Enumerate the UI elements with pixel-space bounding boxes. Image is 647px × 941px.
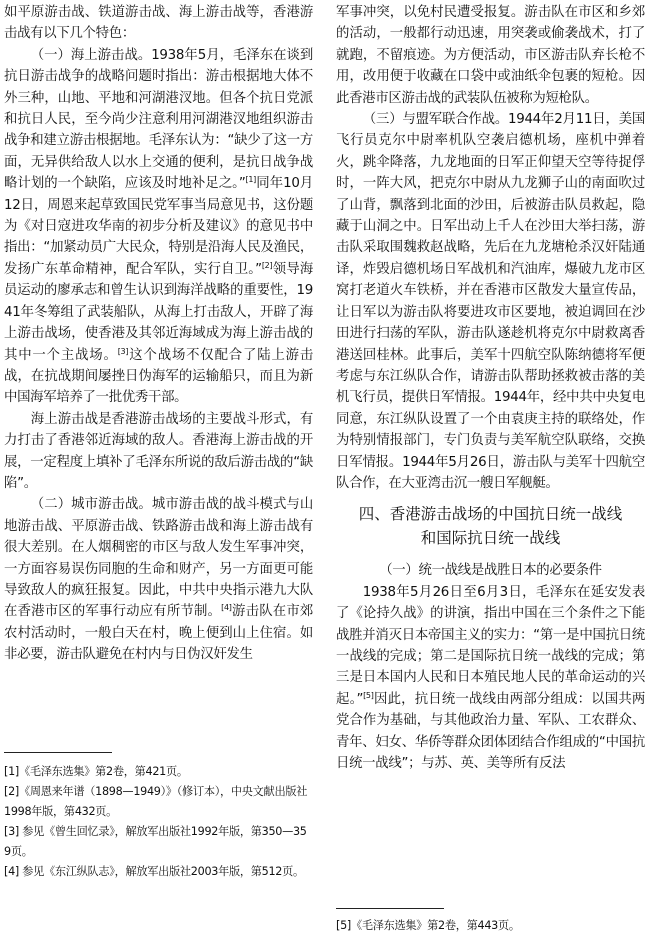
footnote: [1]《毛泽东选集》第2卷，第421页。 bbox=[4, 765, 188, 778]
paragraph-sea-guerrilla bbox=[4, 45, 313, 409]
right-footnotes bbox=[336, 916, 645, 936]
paragraph-text: 领导海员运动的廖承志和曾生认识到海洋战略的重要性，1941年冬筹组了武装船队，从海上打击敌人，开辟了海上游击战场，使香港及其邻近海域成为海上游击战的其中一个主战场。 bbox=[4, 261, 313, 363]
paragraph-text: 城市游击战的战斗模式与山地游击战、平原游击战、铁路游击战和海上游击战有很大差别。在人烟稠密的市区与敌人发生军事冲突，一方面容易误伤同胞的生命和财产，另一方面更可能导致敌人的疯狂报复。因此，中共中央指示港九大队在香港市区的军事行动应有所节制。 bbox=[4, 497, 313, 620]
footnote-ref[interactable]: [3] bbox=[117, 346, 129, 356]
footnote-ref[interactable]: [5] bbox=[363, 690, 374, 700]
paragraph-text: 同年10月12日，周恩来起草致国民党军事当局意见书，这份题为《对日寇进攻华南的初步分析及建议》的意见书中指出：“加紧动员广大民众，特别是沿海人民及渔民，发扬广东革命精神，配合军队，实行自卫。” bbox=[4, 176, 313, 277]
subsection-heading: （一）海上游击战。 bbox=[30, 47, 152, 63]
footnote: [2]《周恩来年谱（1898—1949）》（修订本），中央文献出版社1998年版，第432页。 bbox=[4, 785, 308, 818]
paragraph-text: 因此，抗日统一战线由两部分组成：以国共两党合作为基础，与其他政治力量、军队、工农群众、青年、妇女、华侨等群众团体团结合作组成的“中国抗日统一战线”；与苏、英、美等所有反法 bbox=[336, 691, 646, 771]
left-footnotes bbox=[4, 762, 313, 882]
subsection-heading: （一）统一战线是战胜日本的必要条件 bbox=[379, 563, 602, 579]
paragraph-text: 游击队在市郊农村活动时，一般白天在村，晚上便到山上住宿。如非必要，游击队避免在村内与日伪汉奸发生 bbox=[4, 604, 314, 663]
paragraph-text: 1938年5月，毛泽东在谈到抗日游击战争的战略问题时指出：游击根据地大体不外三种，山地、平地和河湖港汊地。但各个抗日党派和抗日人民，至今尚少注意利用河湖港汊地组织游击战争和建立游击根据地。毛泽东认为：“缺少了这一方面，无异供给敌人以水上交通的便利，是抗日战争战略计划的一个缺陷，应该及时地补足之。” bbox=[4, 47, 313, 192]
section-title bbox=[336, 502, 645, 550]
footnote-divider bbox=[336, 908, 444, 909]
left-column bbox=[4, 2, 313, 666]
footnote: [3] 参见《曾生回忆录》，解放军出版社1992年版，第350—359页。 bbox=[4, 825, 307, 858]
paragraph: 海上游击战是香港游击战场的主要战斗形式，有力打击了香港邻近海域的敌人。香港海上游击战的开展，一定程度上填补了毛泽东所说的敌后游击战的“缺陷”。 bbox=[4, 411, 313, 491]
footnote: [5]《毛泽东选集》第2卷，第443页。 bbox=[336, 919, 520, 932]
footnote-ref[interactable]: [4] bbox=[221, 603, 232, 613]
paragraph-urban-guerrilla bbox=[4, 494, 313, 665]
paragraph-allied-operations: （三）与盟军联合作战。1944年2月11日，美国飞行员克尔中尉率机队空袭启德机场，座机中弹着火，跳伞降落，九龙地面的日军正仰望天空等待捉俘时，一阵大风，把克尔中尉从九龙狮子山的南面吹过了山背，飘落到北面的沙田，后被游击队员救起，隐藏于山洞之中。日军出动上千人在沙田大举扫荡，游击队采取围魏救赵战略，先后在九龙塘枪杀汉奸陆通译，炸毁启德机场日军战机和汽油库，爆破九龙市区窝打老道火车铁桥，并在香港市区散发大量宣传品，让日军以为游击队将要进攻市区要地，被迫调回在沙田进行扫荡的军队，游击队遂趁机将克尔中尉救离香港送回桂林。此事后，美军十四航空队陈纳德将军便考虑与东江纵队合作，请游击队帮助拯救被击落的美机飞行员，提供日军情报。1944年，经中共中央复电同意，东江纵队设置了一个由袁庚主持的联络处，作为特别情报部门，专门负责与美军航空队联络，交换日军情报。1944年5月26日，游击队与美军十四航空队合作，在大亚湾击沉一艘日军舰艇。 bbox=[336, 112, 645, 491]
right-column bbox=[336, 2, 645, 774]
paragraph: 军事冲突，以免村民遭受报复。游击队在市区和乡郊的活动，一般都行动迅速，用突袭或偷袭战术，打了就跑，不留痕迹。为方便活动，市区游击队弃长枪不用，改用便于收藏在口袋中或油纸伞包裹的短枪。因此香港市区游击战的武装队伍被称为短枪队。 bbox=[336, 5, 645, 106]
paragraph-text: 1938年5月26日至6月3日，毛泽东在延安发表了《论持久战》的讲演，指出中国在三个条件之下能战胜并消灭日本帝国主义的实力：“第一是中国抗日统一战线的完成；第二是国际抗日统一战线的完成；第三是日本国内人民和日本殖民地人民的革命运动的兴起。” bbox=[336, 584, 645, 707]
footnote-ref[interactable]: [1] bbox=[245, 175, 256, 185]
footnote-ref[interactable]: [2] bbox=[261, 260, 273, 270]
paragraph: 如平原游击战、铁道游击战、海上游击战等，香港游击战有以下几个特色： bbox=[4, 5, 313, 42]
paragraph-text: 这个战场不仅配合了陆上游击战，在抗战期间屡挫日伪海军的运输船只，而且为新中国海军培养了一批优秀干部。 bbox=[4, 347, 313, 406]
footnote: [4] 参见《东江纵队志》，解放军出版社2003年版，第512页。 bbox=[4, 865, 304, 878]
section-title-line: 四、香港游击战场的中国抗日统一战线 bbox=[358, 505, 623, 524]
subsection-heading: （二）城市游击战。 bbox=[30, 497, 152, 513]
section-title-line: 和国际抗日统一战线 bbox=[420, 529, 561, 548]
footnote-divider bbox=[4, 752, 112, 753]
paragraph-united-front bbox=[336, 582, 645, 775]
